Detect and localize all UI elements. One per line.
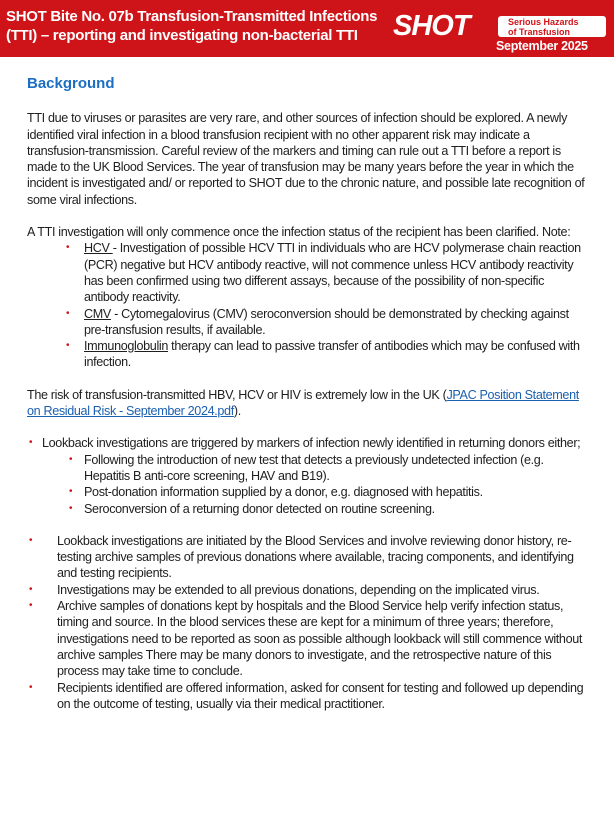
lookback-triggers-list [27,435,587,516]
process-item [27,680,587,713]
note-item-cmv [27,306,587,339]
process-item [27,598,587,679]
trigger-text: Seroconversion of a returning donor detected on routine screening. [84,501,435,516]
risk-text-end: ). [233,404,241,419]
note-item-immunoglobulin [27,338,587,371]
bullet-icon: • [66,242,70,254]
trigger-item [27,452,587,485]
trigger-item [27,484,587,500]
bullet-icon: • [29,681,33,693]
jpac-statement-link[interactable]: JPAC Position Statement on Residual Risk - September 2024.pdf [27,387,579,419]
shot-logo: SHOT [393,10,470,42]
bullet-icon: • [69,502,73,514]
document-body [27,76,587,712]
section-heading-background: Background [27,75,115,92]
process-item [27,582,587,598]
publication-date: September 2025 [496,39,588,53]
bullet-icon: • [69,453,73,465]
bullet-icon: • [29,600,33,612]
risk-paragraph [27,387,587,420]
process-text: Recipients identified are offered information, asked for consent for testing and followed up depending on the outcome of testing, usually via their medical practitioner. [57,680,584,711]
lookback-process-list [27,533,587,712]
bullet-icon: • [66,340,70,352]
tagline-line-2: of Transfusion [508,27,571,37]
trigger-text: Following the introduction of new test that detects a previously undetected infection (e.g. Hepatitis B anti-core screening, HAV and B19). [84,452,544,483]
trigger-item [27,501,587,517]
header-banner [0,0,614,57]
shot-tagline [498,16,606,37]
note-term: Immunoglobulin [84,339,169,354]
lookback-trigger-item [27,435,587,516]
process-text: Lookback investigations are initiated by the Blood Services and involve reviewing donor history, re-testing archive samples of previous donations where available, tracing components, and identifying and testing recipients. [57,533,574,581]
notes-list [27,240,587,370]
process-text: Archive samples of donations kept by hospitals and the Blood Service help verify infection status, timing and source. In the blood services these are kept for a minimum of three years; therefore, investigations need to be reported as soon as possible although lookback will still commence without archive samples There may be many donors to investigate, and the retrospective nature of this process may take time to conclude. [57,599,583,679]
title-line-2: (TTI) – reporting and investigating non-bacterial TTI [6,27,358,44]
bullet-icon: • [69,486,73,498]
bullet-icon: • [29,437,33,449]
process-text: Investigations may be extended to all previous donations, depending on the implicated virus. [57,582,540,597]
risk-text: The risk of transfusion-transmitted HBV, HCV or HIV is extremely low in the UK ( [27,387,447,402]
investigation-note: A TTI investigation will only commence once the infection status of the recipient has been clarified. Note: [27,225,571,240]
title-line-1: SHOT Bite No. 07b Transfusion-Transmitted Infections [6,8,378,25]
document-title [6,7,396,45]
note-text: - Investigation of possible HCV TTI in individuals who are HCV polymerase chain reaction (PCR) negative but HCV antibody reactive, will not commence unless HCV antibody reactivity has been confirmed using two different assays, because of the possibility of non-specific antibody reactivity. [84,241,581,305]
note-term: CMV [84,306,111,321]
trigger-sub-list [42,452,587,517]
bullet-icon: • [66,307,70,319]
lookback-trigger-text: Lookback investigations are triggered by markers of infection newly identified in returning donors either; [42,436,581,451]
tagline-line-1: Serious Hazards [508,17,579,27]
note-term: HCV [84,241,113,256]
note-text: - Cytomegalovirus (CMV) seroconversion should be demonstrated by checking against pre-transfusion results, if available. [84,306,569,337]
bullet-icon: • [29,583,33,595]
note-text: therapy can lead to passive transfer of antibodies which may be confused with infection. [84,339,580,370]
bullet-icon: • [29,534,33,546]
intro-paragraph: TTI due to viruses or parasites are very rare, and other sources of infection should be explored. A newly identified viral infection in a blood transfusion recipient with no other apparent risk may indicate a transfusion-transmission. Careful review of the markers and timing can rule out a TTI before a report is made to the UK Blood Services. The year of transfusion may be many years before the year in which the incident is investigated and/ or reported to SHOT due to the chronic nature, and possible late recognition of some viral infections. [27,111,585,207]
process-item [27,533,587,582]
note-item-hcv [27,240,587,305]
trigger-text: Post-donation information supplied by a donor, e.g. diagnosed with hepatitis. [84,485,483,500]
